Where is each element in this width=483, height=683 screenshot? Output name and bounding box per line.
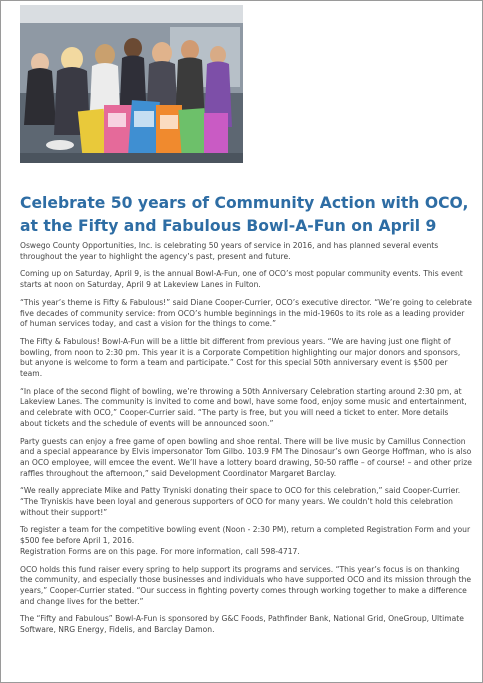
paragraph: The Fifty & Fabulous! Bowl-A-Fun will be a little bit different from previous years. “We are having just one flight of bowling, from noon to 2:30 pm. This year it is a Corporate Competition highlighting our major donors and sponsors, but anyone is welcome to form a team and participate.” Cost for this special 50th anniversary event is $500 per team. [20,336,461,379]
paragraph: “This year’s theme is Fifty & Fabulous!” said Diane Cooper-Currier, OCO’s executive director. “We’re going to celebrate five decades of community service: from OCO’s humble beginnings in the mid-1960s to its role as a leading provider of human services today, and cast a vision for the things to come.” [20,297,472,329]
paragraph: Oswego County Opportunities, Inc. is celebrating 50 years of service in 2016, and has planned several events throughout the year to highlight the agency’s past, present and future. [20,241,439,261]
paragraph: “In place of the second flight of bowling, we’re throwing a 50th Anniversary Celebration starting around 2:30 pm, at Lakeview Lanes. The community is invited to come and bowl, have some food, enjoy some music and entertainment, and celebrate with OCO,” Cooper-Currier said. “The party is free, but you will need a ticket to enter. More details about tickets and the schedule of events will be announced soon.” [20,386,467,428]
paragraph: OCO holds this fund raiser every spring to help support its programs and services. “This year’s focus is on thanking the community, and especially those businesses and individuals who have supported OCO and its mission through the years,” Cooper-Currier stated. “Our success in fighting poverty comes through working together to make a difference and change lives for the better.” [20,564,472,606]
article-body [20,241,472,643]
registration-info: To register a team for the competitive bowling event (Noon - 2:30 PM), return a completed Registration Form and your $500 fee before April 1, 2016. [20,525,471,546]
paragraph: Coming up on Saturday, April 9, is the annual Bowl-A-Fun, one of OCO’s most popular community events. This event starts at noon on Saturday, April 9 at Lakeview Lanes in Fulton. [20,269,463,290]
paragraph: Party guests can enjoy a free game of open bowling and shoe rental. There will be live music by Camillus Connection and a special appearance by Elvis impersonator Tom Gilbo. 103.9 FM The Dinosaur’s own George Hoffman, who is also an OCO employee, will emcee the event. We’ll have a lottery board drawing, 50-50 raffle – of course! – and other prize raffles throughout the afternoon,” said Development Coordinator Margaret Barclay. [20,436,472,478]
sponsors-paragraph: The “Fifty and Fabulous” Bowl-A-Fun is sponsored by G&C Foods, Pathfinder Bank, National Grid, OneGroup, Ultimate Software, NRG Energy, Fidelis, and Barclay Damon. [20,614,464,635]
group-photo-image [20,5,243,163]
paragraph: “We really appreciate Mike and Patty Tryniski donating their space to OCO for this celebration,” said Cooper-Currier. “The Tryniskis have been loyal and generous supporters of OCO for many years. We couldn’t hold this celebration without their support!” [20,486,461,517]
article-headline: Celebrate 50 years of Community Action with OCO, at the Fifty and Fabulous Bowl-A-Fun on April 9 [20,194,469,235]
registration-contact: Registration Forms are on this page. For more information, call 598-4717. [20,546,300,556]
group-photo [20,5,243,163]
